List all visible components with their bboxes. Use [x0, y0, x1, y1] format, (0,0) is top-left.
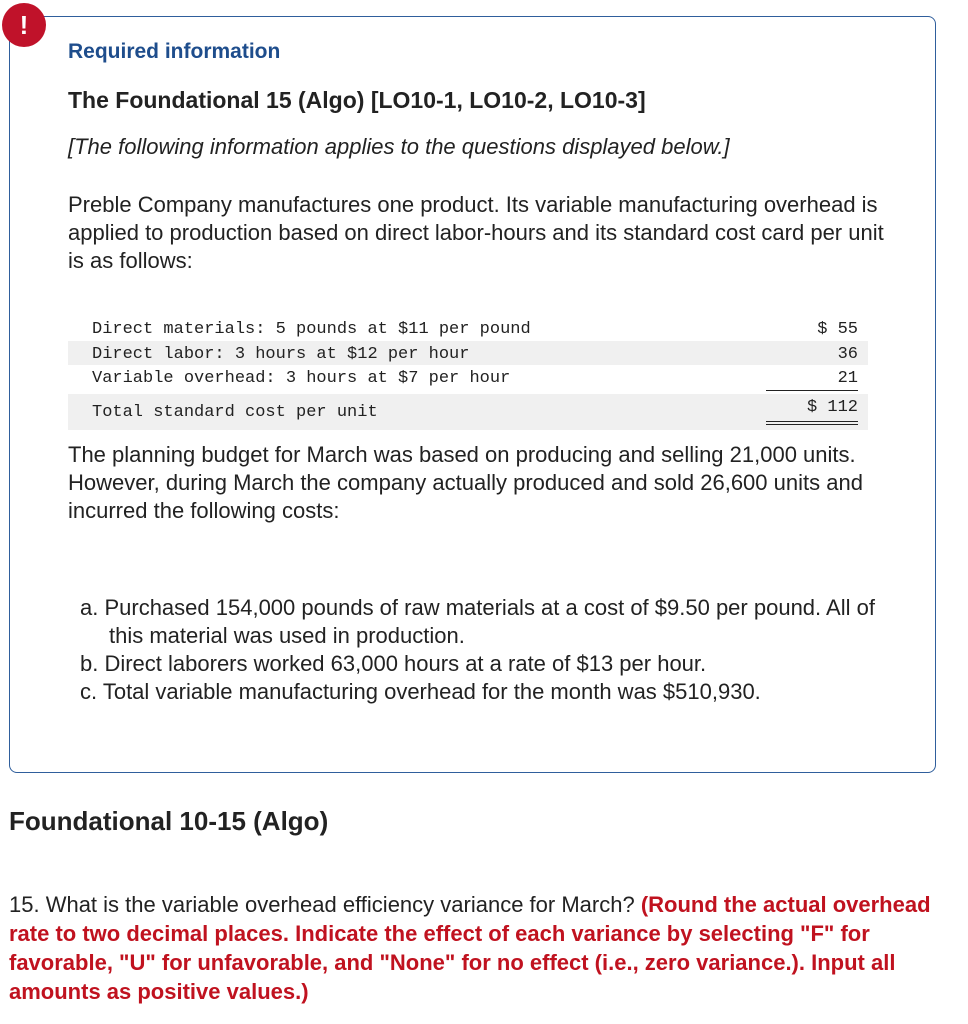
question-prompt: 15. What is the variable overhead efficiency variance for March?	[9, 892, 635, 917]
row-label: Direct materials: 5 pounds at $11 per pound	[92, 320, 531, 339]
row-label: Variable overhead: 3 hours at $7 per hour	[92, 369, 511, 388]
alert-symbol: !	[19, 9, 29, 40]
question-section-title: Foundational 10-15 (Algo)	[9, 806, 329, 836]
row-amount: 36	[837, 344, 858, 364]
incurred-costs-list	[80, 594, 880, 706]
list-item: c. Total variable manufacturing overhead for the month was $510,930.	[80, 679, 761, 704]
applies-note: [The following information applies to the questions displayed below.]	[68, 134, 730, 159]
problem-title: The Foundational 15 (Algo) [LO10-1, LO10-2, LO10-3]	[68, 87, 646, 113]
question-instructions: (Round the actual overhead rate to two decimal places. Indicate the effect of each variance by selecting "F" for favorable, "U" for unfavorable, and "None" for no effect (i.e., zero variance.). Input all amounts as positive values.)	[9, 892, 931, 1004]
total-amount: $ 112	[766, 398, 858, 425]
total-row	[68, 394, 868, 430]
total-label: Total standard cost per unit	[92, 402, 378, 422]
alert-icon	[2, 3, 46, 47]
table-row	[68, 316, 868, 341]
row-amount: $ 55	[817, 320, 858, 339]
list-item: a. Purchased 154,000 pounds of raw materials at a cost of $9.50 per pound. All of this material was used in production.	[80, 595, 875, 648]
required-information-heading: Required information	[68, 40, 281, 63]
table-row	[68, 365, 868, 390]
question-text	[9, 890, 959, 1006]
intro-paragraph: Preble Company manufactures one product. Its variable manufacturing overhead is applied to production based on direct labor-hours and its standard cost card per unit is as follows:	[68, 192, 884, 273]
row-amount: 21	[766, 369, 858, 391]
planning-paragraph: The planning budget for March was based on producing and selling 21,000 units. However, during March the company actually produced and sold 26,600 units and incurred the following costs:	[68, 442, 863, 523]
table-row	[68, 341, 868, 366]
list-item: b. Direct laborers worked 63,000 hours at a rate of $13 per hour.	[80, 651, 707, 676]
row-label: Direct labor: 3 hours at $12 per hour	[92, 344, 470, 364]
standard-cost-card-table	[68, 316, 868, 430]
